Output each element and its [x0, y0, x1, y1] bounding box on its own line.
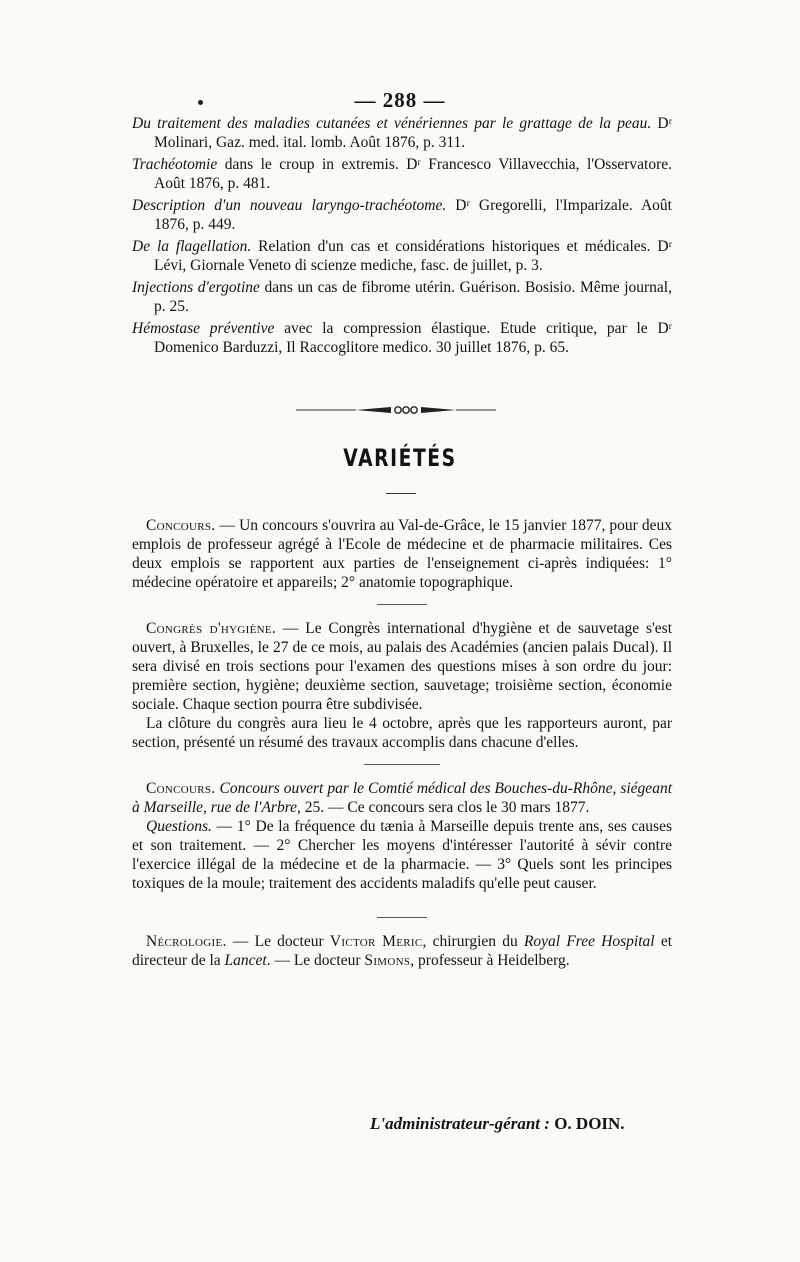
separator-rule	[364, 764, 440, 765]
necrologie-paragraph: Nécrologie. — Le docteur Victor Meric, chirurgien du Royal Free Hospital et directeur de la Lancet. — Le docteur Simons, professeur à Heidelberg.	[132, 933, 673, 969]
varietes-section	[132, 516, 672, 970]
concours-marseille-paragraph: Concours. Concours ouvert par le Comtié médical des Bouches-du-Rhône, siégeant à Marseille, rue de l'Arbre, 25. — Ce concours sera clos le 30 mars 1877.	[132, 780, 672, 816]
bibliography-entry: Injections d'ergotine dans un cas de fibrome utérin. Guérison. Bosisio. Même journal, p. 25.	[132, 279, 672, 315]
bibliography-entry: Trachéotomie dans le croup in extremis. Dʳ Francesco Villavecchia, l'Osservatore. Août 1876, p. 481.	[132, 156, 672, 192]
bibliography-list	[132, 114, 672, 360]
bibliography-entry: Description d'un nouveau laryngo-trachéotome. Dʳ Gregorelli, l'Imparizale. Août 1876, p. 449.	[132, 197, 672, 233]
section-title: VARIÉTÉS	[343, 444, 457, 472]
ornament-divider	[296, 403, 496, 417]
title-rule	[386, 493, 416, 494]
page-number: — 288 —	[354, 88, 446, 112]
bibliography-entry: Du traitement des maladies cutanées et vénériennes par le grattage de la peau. Dʳ Molinari, Gaz. med. ital. lomb. Août 1876, p. 311.	[132, 115, 672, 151]
concours-paragraph: Concours. — Un concours s'ouvrira au Val-de-Grâce, le 15 janvier 1877, pour deux emplois de professeur agrégé à l'Ecole de médecine et de pharmacie militaires. Ces deux emplois se rapportent aux parties de l'enseignement ci-après indiquées: 1° médecine opératoire et appareils; 2° anatomie topographique.	[132, 517, 672, 591]
congres-paragraph-2: La clôture du congrès aura lieu le 4 octobre, après que les rapporteurs auront, par section, présenté un résumé des travaux accomplis dans chacune d'elles.	[132, 715, 672, 751]
page-header	[0, 88, 800, 113]
signature: L'administrateur-gérant : O. DOIN.	[370, 1114, 625, 1133]
separator-rule	[377, 917, 427, 918]
separator-rule	[377, 604, 427, 605]
bibliography-entry: De la flagellation. Relation d'un cas et considérations historiques et médicales. Dʳ Lévi, Giornale Veneto di scienze mediche, fasc. de juillet, p. 3.	[132, 238, 672, 274]
congres-paragraph: Congrès d'hygiène. — Le Congrès international d'hygiène et de sauvetage s'est ouvert, à Bruxelles, le 27 de ce mois, au palais des Académies (ancien palais Ducal). Il sera divisé en trois sections pour l'examen des questions mises à son ordre du jour: première section, hygiène; deuxième section, sauvetage; troisième section, économie sociale. Chaque section pourra être subdivisée.	[132, 620, 673, 713]
questions-paragraph: Questions. — 1° De la fréquence du tænia à Marseille depuis trente ans, ses causes et son traitement. — 2° Chercher les moyens d'intéresser l'autorité à sévir contre l'exercice illégal de la médecine et de la pharmacie. — 3° Quels sont les principes toxiques de la moule; traitement des accidents maladifs qu'elle peut causer.	[132, 818, 672, 892]
bibliography-entry: Hémostase préventive avec la compression élastique. Etude critique, par le Dʳ Domenico Barduzzi, Il Raccoglitore medico. 30 juillet 1876, p. 65.	[132, 320, 673, 356]
